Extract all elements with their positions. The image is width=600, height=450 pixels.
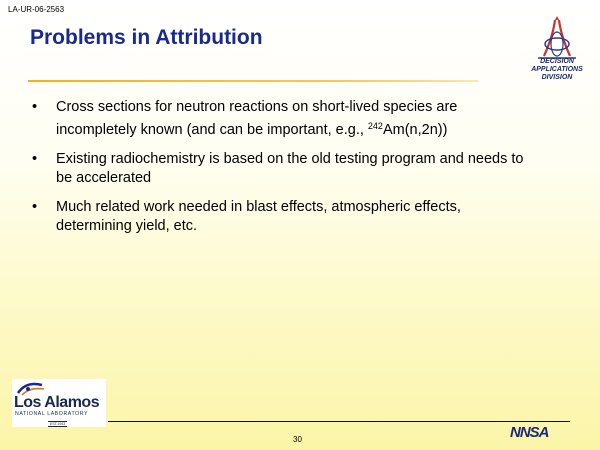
dad-line-1: DECISION (540, 58, 574, 65)
bullet-dot: • (32, 151, 38, 167)
bullet-text: Cross sections for neutron reactions on short-lived species are incompletely known (and can be important, e.g., (56, 99, 458, 138)
bullet-item (30, 150, 540, 188)
slide-title: Problems in Attribution (30, 26, 263, 49)
title-underline (28, 80, 478, 82)
superscript-mass: 242 (367, 121, 383, 131)
document-id: LA-UR-06-2563 (8, 5, 65, 14)
lanl-subtitle: NATIONAL LABORATORY (15, 411, 89, 417)
page-number: 30 (293, 435, 302, 444)
lanl-name: Los Alamos (14, 394, 100, 411)
bullet-list (30, 98, 540, 246)
bullet-item (30, 198, 540, 236)
bullet-text: Existing radiochemistry is based on the old testing program and needs to be accelerated (56, 151, 524, 186)
bullet-dot: • (32, 199, 38, 215)
bullet-dot: • (32, 99, 38, 115)
bullet-tail: Am(n,2n)) (382, 122, 448, 138)
footer-rule (108, 421, 570, 422)
bullet-item (30, 98, 540, 140)
bullet-text: Much related work needed in blast effects, atmospheric effects, determining yield, etc. (56, 199, 461, 234)
dad-line-2: APPLICATIONS (531, 66, 583, 73)
decision-applications-text (518, 58, 596, 82)
nnsa-logo: NNSA (510, 424, 549, 441)
lanl-established: EST.1943 (50, 422, 66, 426)
dad-line-3: DIVISION (541, 74, 573, 81)
